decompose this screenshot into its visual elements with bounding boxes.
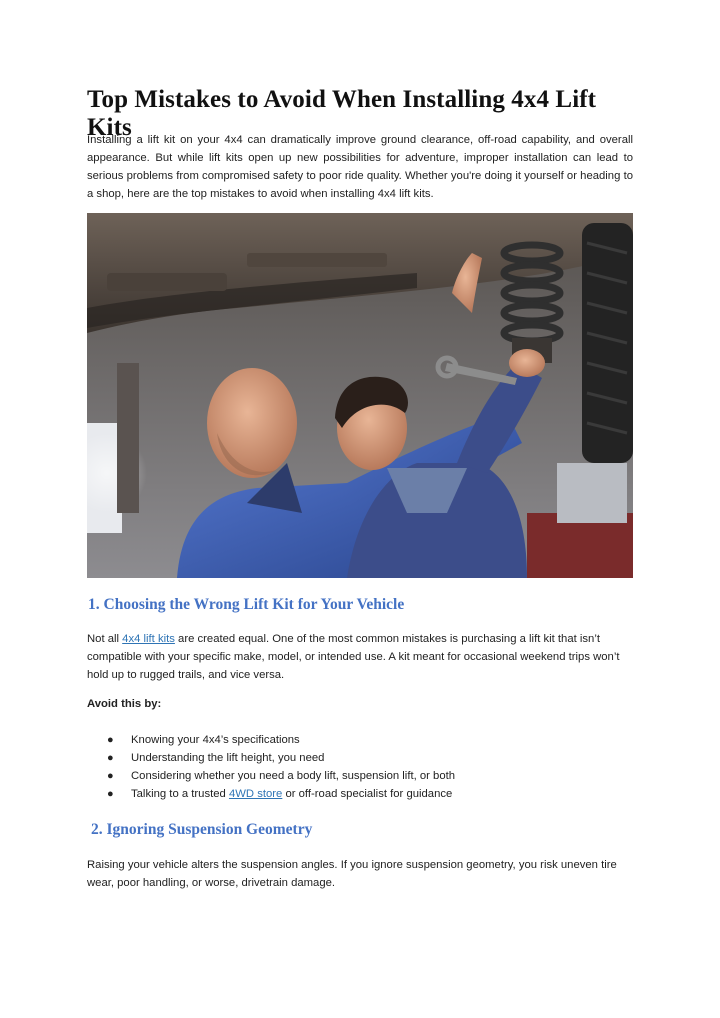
section-2-heading: 2. Ignoring Suspension Geometry: [91, 821, 313, 838]
bullet-icon: ●: [107, 788, 114, 800]
page-title: Top Mistakes to Avoid When Installing 4x4 Lift Kits: [87, 86, 597, 141]
section-1-text-after: are created equal. One of the most common mistakes is purchasing a lift kit that isn’t compatible with your specific make, model, or intended use. A kit meant for occasional weekend trips won’t hold up to rugged trails, and vice versa.: [87, 633, 620, 681]
bullet-text-after: or off-road specialist for guidance: [282, 788, 453, 800]
bullet-text-before: Talking to a trusted: [131, 788, 229, 800]
mechanics-under-vehicle-photo: [87, 213, 633, 578]
intro-paragraph: Installing a lift kit on your 4x4 can dramatically improve ground clearance, off-road capability, and overall appearance. But while lift kits open up new possibilities for adventure, improper installation can lead to serious problems from compromised safety to poor ride quality. Whether you're doing it yourself or heading to a shop, here are the top mistakes to avoid when installing 4x4 lift kits.: [87, 134, 633, 200]
list-item: [87, 785, 633, 803]
4wd-store-link[interactable]: 4WD store: [228, 788, 283, 800]
list-item: [87, 731, 633, 749]
section-1-paragraph: [87, 630, 633, 684]
bullet-icon: ●: [107, 752, 114, 764]
bullet-icon: ●: [107, 770, 114, 782]
bullet-text: Considering whether you need a body lift, suspension lift, or both: [131, 770, 456, 782]
list-item: [87, 749, 633, 767]
avoid-label: Avoid this by:: [87, 698, 162, 710]
bullet-text: Understanding the lift height, you need: [131, 752, 325, 764]
section-1-text-before: Not all: [87, 633, 123, 645]
avoid-bullet-list: [87, 731, 633, 803]
section-1-heading: 1. Choosing the Wrong Lift Kit for Your Vehicle: [88, 596, 405, 613]
bullet-text: Knowing your 4x4’s specifications: [131, 734, 300, 746]
bullet-icon: ●: [107, 734, 114, 746]
list-item: [87, 767, 633, 785]
section-2-paragraph: Raising your vehicle alters the suspension angles. If you ignore suspension geometry, you risk uneven tire wear, poor handling, or worse, drivetrain damage.: [87, 859, 617, 889]
lift-kits-link[interactable]: 4x4 lift kits: [122, 633, 175, 645]
